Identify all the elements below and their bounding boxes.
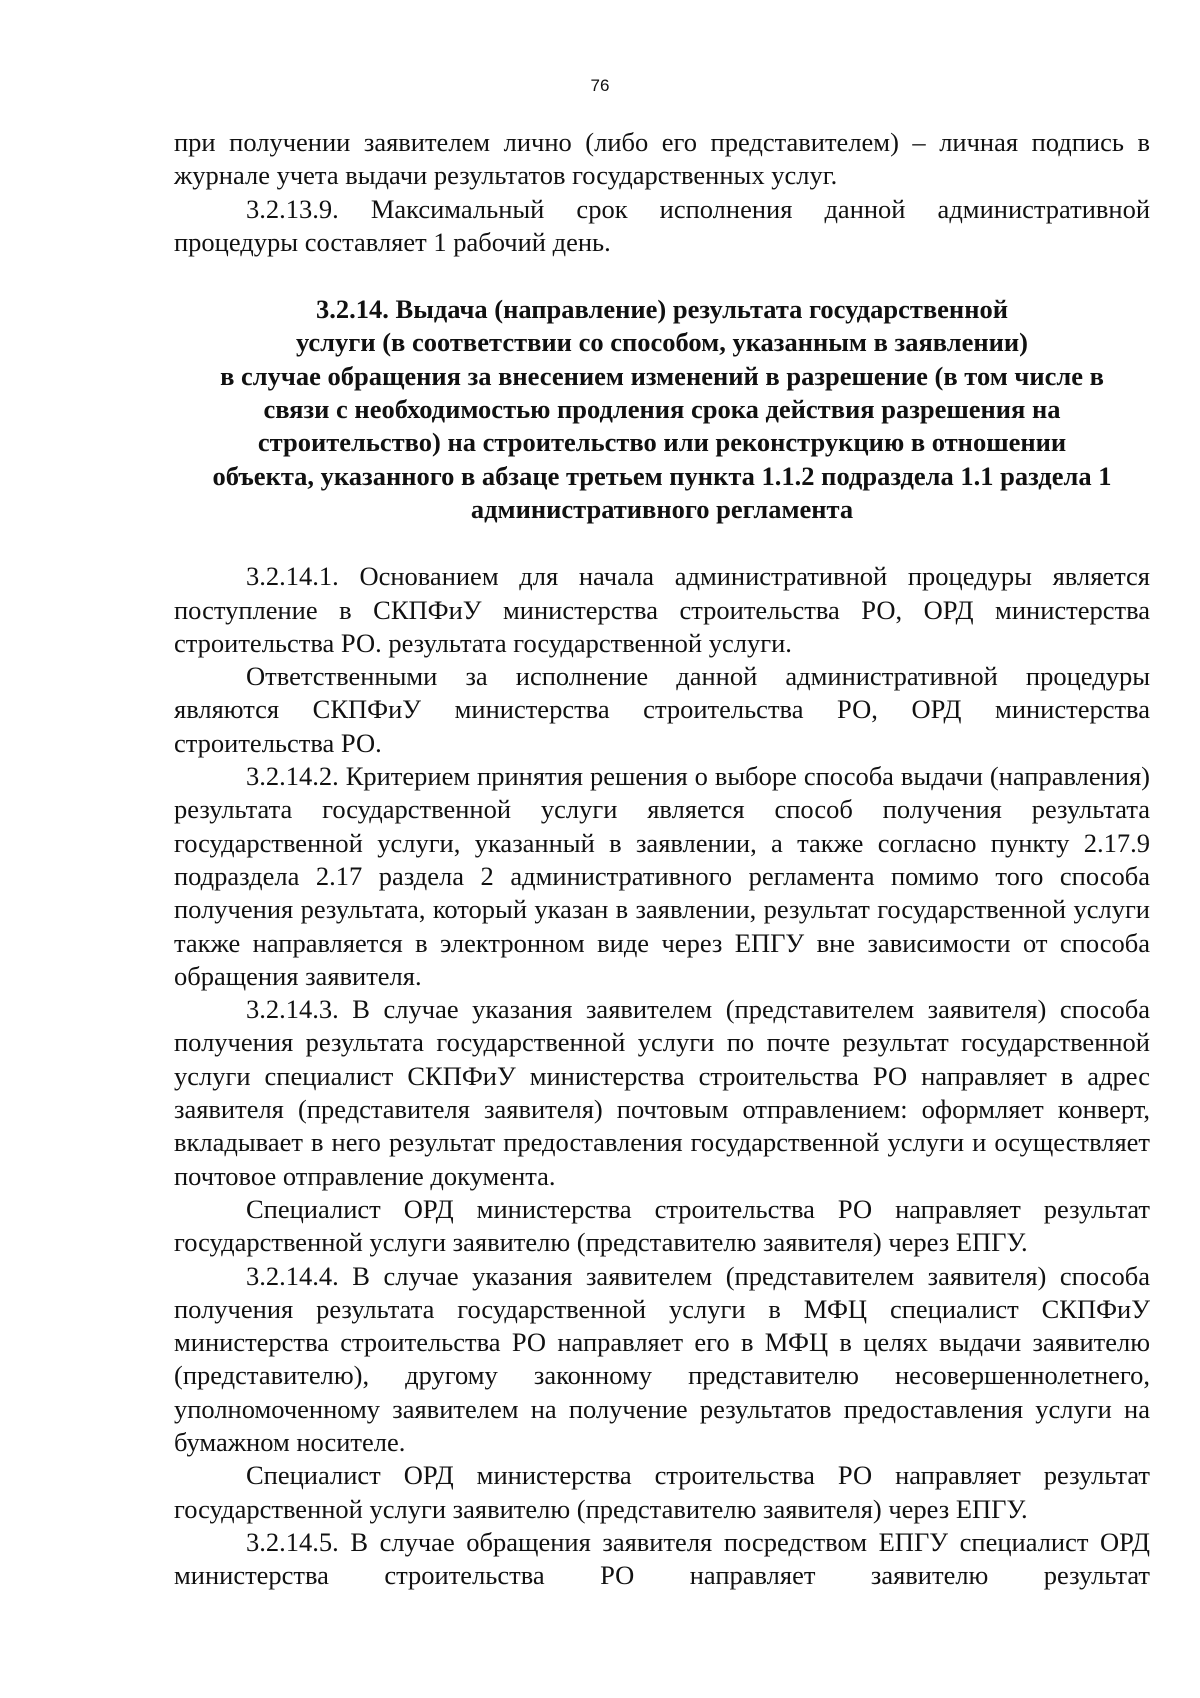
paragraph-ord-specialist: Специалист ОРД министерства строительства РО направляет результат государственной услуги заявителю (представителю заявителя) через ЕПГУ. [174,1193,1150,1258]
heading-line: объекта, указанного в абзаце третьем пункта 1.1.2 подраздела 1.1 раздела 1 [212,460,1112,491]
paragraph-continuation: при получении заявителем лично (либо его представителем) – личная подпись в журнале учета выдачи результатов государственных услуг. [174,127,1150,191]
heading-line: административного регламента [470,493,854,524]
paragraph-3-2-14-3: 3.2.14.3. В случае указания заявителем (представителем заявителя) способа получения результата государственной услуги по почте результат государственной услуги специалист СКПФиУ министерства строительства РО направляет в адрес заявителя (представителя заявителя) почтовым отправлением: оформляет конверт, вкладывает в него результат предоставления государственной услуги и осуществляет почтовое отправление документа. [174,994,1150,1191]
paragraph-3-2-13-9: 3.2.13.9. Максимальный срок исполнения данной административной процедуры составляет 1 рабочий день. [174,193,1150,257]
paragraph-3-2-14-4: 3.2.14.4. В случае указания заявителем (представителем заявителя) способа получения результата государственной услуги в МФЦ специалист СКПФиУ министерства строительства РО направляет его в МФЦ в целях выдачи заявителю (представителю), другому законному представителю несовершеннолетнего, уполномоченному заявителем на получение результатов предоставления услуги на бумажном носителе. [174,1260,1150,1457]
paragraph-ord-specialist-2: Специалист ОРД министерства строительства РО направляет результат государственной услуги заявителю (представителю заявителя) через ЕПГУ. [174,1460,1150,1524]
paragraph-responsible: Ответственными за исполнение данной административной процедуры являются СКПФиУ министерства строительства РО, ОРД министерства строительства РО. [174,661,1150,758]
heading-line: в случае обращения за внесением изменений в разрешение (в том числе в [220,360,1104,391]
paragraph-3-2-14-1: 3.2.14.1. Основанием для начала административной процедуры является поступление в СКПФиУ министерства строительства РО, ОРД министерства строительства РО. результата государственной услуги. [174,561,1150,658]
page-number: 76 [590,76,610,95]
paragraph-3-2-14-5: 3.2.14.5. В случае обращения заявителя посредством ЕПГУ специалист ОРД министерства строительства РО направляет заявителю результат [174,1526,1150,1591]
heading-line: связи с необходимостью продления срока действия разрешения на [263,394,1061,425]
document-body [174,126,1150,1592]
heading-line: 3.2.14. Выдача (направление) результата государственной [316,294,1008,325]
section-heading-3-2-14 [174,293,1150,526]
heading-line: строительство) на строительство или реконструкцию в отношении [257,427,1067,458]
heading-line: услуги (в соответствии со способом, указанным в заявлении) [295,327,1029,358]
paragraph-3-2-14-2: 3.2.14.2. Критерием принятия решения о выборе способа выдачи (направления) результата государственной услуги является способ получения результата государственной услуги, указанный в заявлении, а также согласно пункту 2.17.9 подраздела 2.17 раздела 2 административного регламента помимо того способа получения результата, который указан в заявлении, результат государственной услуги также направляется в электронном виде через ЕПГУ вне зависимости от способа обращения заявителя. [174,761,1150,991]
